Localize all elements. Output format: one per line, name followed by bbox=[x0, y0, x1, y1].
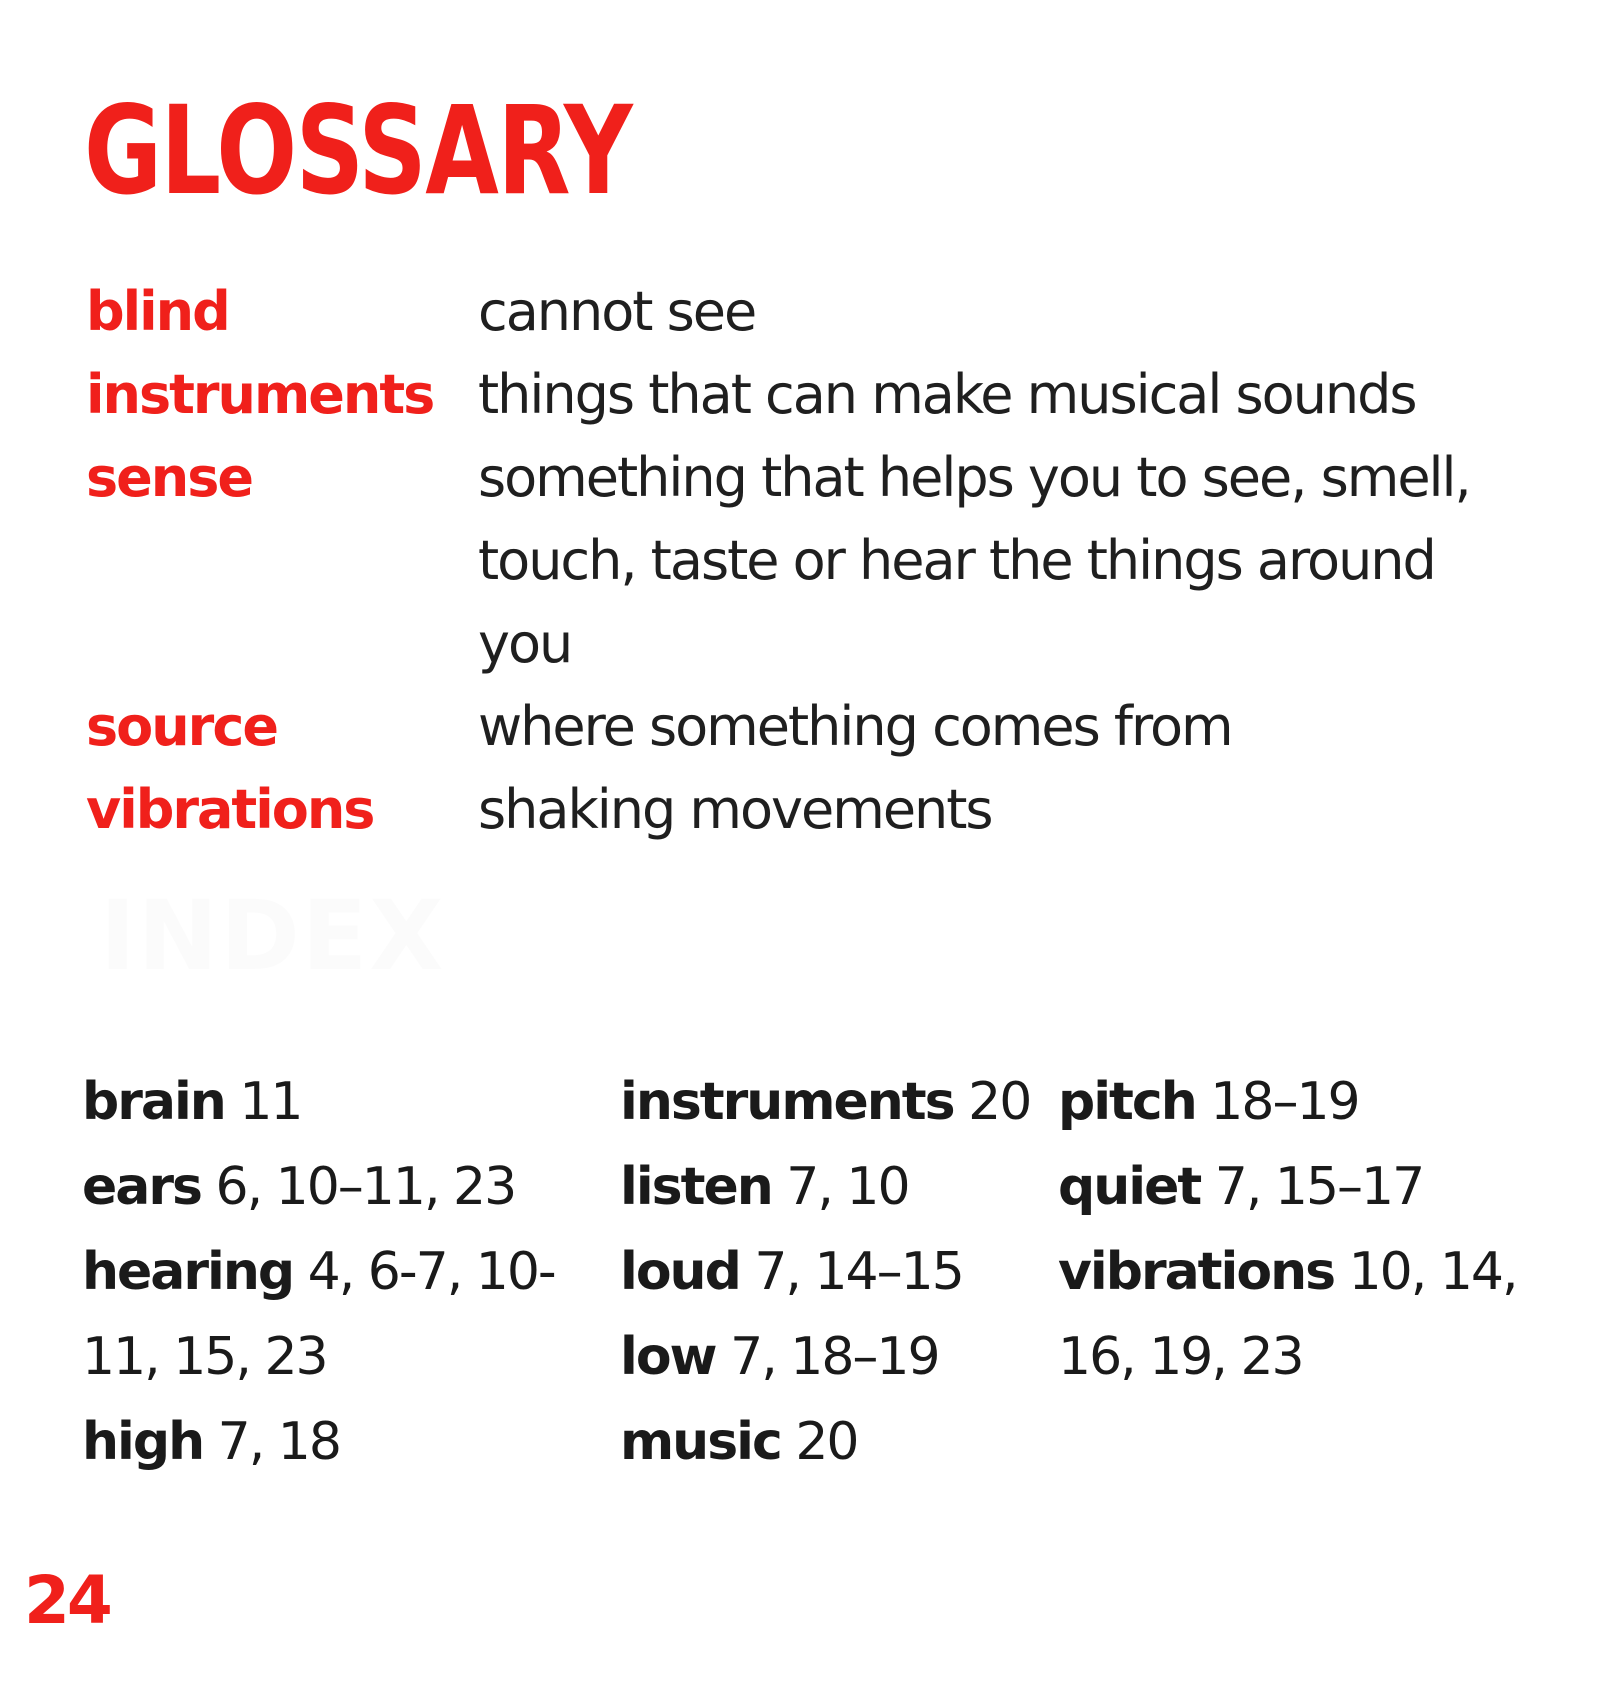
index-term: vibrations bbox=[1058, 1242, 1335, 1302]
index-term: loud bbox=[620, 1242, 740, 1302]
index-pages: 4, 6-7, 10-11, 15, 23 bbox=[82, 1242, 555, 1387]
glossary-definition: things that can make musical sounds bbox=[478, 363, 1416, 426]
glossary-entry bbox=[86, 270, 1526, 353]
glossary-definition: where something comes from bbox=[478, 695, 1232, 758]
index-heading: INDEX bbox=[100, 880, 446, 992]
glossary-term: instruments bbox=[86, 363, 434, 426]
index-column-1 bbox=[82, 1060, 602, 1485]
index-entry bbox=[620, 1400, 1040, 1485]
index-pages: 7, 10 bbox=[786, 1157, 909, 1217]
glossary-term: vibrations bbox=[86, 778, 374, 841]
index-term: music bbox=[620, 1412, 781, 1472]
index-entry bbox=[1058, 1145, 1568, 1230]
glossary-definition: something that helps you to see, smell, touch, taste or hear the things around you bbox=[478, 446, 1470, 675]
glossary-term: sense bbox=[86, 446, 252, 509]
index-entry bbox=[82, 1400, 602, 1485]
index-term: ears bbox=[82, 1157, 201, 1217]
index-entry bbox=[1058, 1230, 1568, 1400]
glossary-entry bbox=[86, 685, 1526, 768]
index-pages: 7, 15–17 bbox=[1214, 1157, 1424, 1217]
index-pages: 20 bbox=[968, 1072, 1031, 1132]
index-entry bbox=[620, 1230, 1040, 1315]
glossary-entry bbox=[86, 353, 1526, 436]
index-pages: 7, 14–15 bbox=[754, 1242, 963, 1302]
index-term: low bbox=[620, 1327, 716, 1387]
index-term: pitch bbox=[1058, 1072, 1196, 1132]
glossary-definition: cannot see bbox=[478, 280, 756, 343]
index-entry bbox=[82, 1230, 602, 1400]
index-entry bbox=[1058, 1060, 1568, 1145]
glossary-entry bbox=[86, 436, 1526, 685]
index-entry bbox=[620, 1145, 1040, 1230]
index-term: instruments bbox=[620, 1072, 954, 1132]
page-title: GLOSSARY bbox=[84, 80, 632, 222]
index-pages: 11 bbox=[239, 1072, 302, 1132]
glossary-entry bbox=[86, 768, 1526, 851]
index-term: brain bbox=[82, 1072, 225, 1132]
index-pages: 6, 10–11, 23 bbox=[215, 1157, 516, 1217]
index-term: high bbox=[82, 1412, 204, 1472]
index-term: listen bbox=[620, 1157, 772, 1217]
index-column-2 bbox=[620, 1060, 1040, 1485]
glossary-term: blind bbox=[86, 280, 229, 343]
index-pages: 18–19 bbox=[1210, 1072, 1359, 1132]
index-pages: 10, 14, 16, 19, 23 bbox=[1058, 1242, 1517, 1387]
index-pages: 7, 18–19 bbox=[730, 1327, 939, 1387]
index-entry bbox=[82, 1145, 602, 1230]
glossary-list bbox=[86, 270, 1526, 851]
index-term: hearing bbox=[82, 1242, 294, 1302]
index-entry bbox=[82, 1060, 602, 1145]
index-term: quiet bbox=[1058, 1157, 1201, 1217]
glossary-definition: shaking movements bbox=[478, 778, 992, 841]
glossary-term: source bbox=[86, 695, 277, 758]
index-pages: 20 bbox=[795, 1412, 858, 1472]
index-pages: 7, 18 bbox=[217, 1412, 340, 1472]
page-number: 24 bbox=[24, 1562, 110, 1639]
index-column-3 bbox=[1058, 1060, 1568, 1400]
index-entry bbox=[620, 1060, 1040, 1145]
index-entry bbox=[620, 1315, 1040, 1400]
